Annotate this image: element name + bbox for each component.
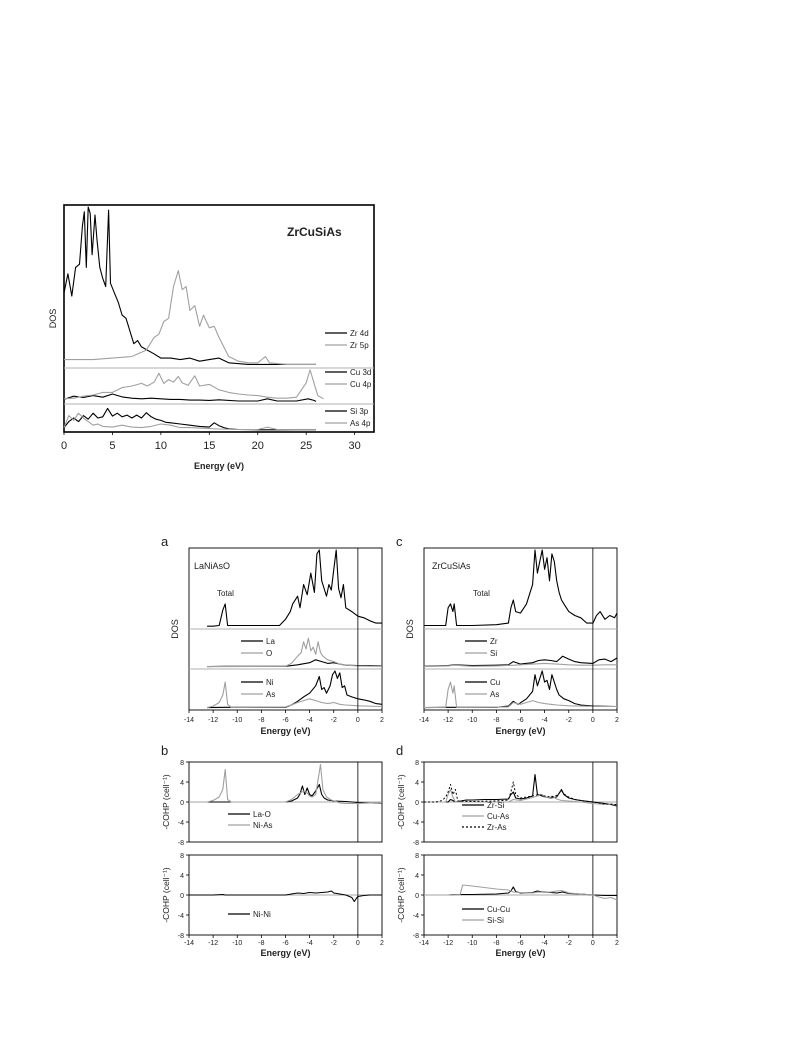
panel-letter-c: c <box>396 534 403 549</box>
y-tick-label-d: 8 <box>415 760 419 767</box>
legend-d-0-1-label: Cu-As <box>487 812 510 821</box>
legend-d-1-0-label: Cu-Cu <box>487 905 511 914</box>
x-axis-label-a: Energy (eV) <box>260 726 311 736</box>
y-tick-label-d: 4 <box>415 873 419 880</box>
legend-d-1-1-label: Si-Si <box>487 916 504 925</box>
legend-b-1-0-label: Ni-Ni <box>253 910 271 919</box>
chart-title-top: ZrCuSiAs <box>287 225 342 239</box>
legend-a-2-0-label: Ni <box>266 678 274 687</box>
x-tick-label-d: 0 <box>590 940 595 947</box>
legend-top-1-0-label: Cu 3d <box>350 368 372 377</box>
x-tick-label-b: -12 <box>208 940 219 947</box>
y-tick-label-d: -8 <box>412 840 419 847</box>
x-tick-label-d: -6 <box>517 940 524 947</box>
dos-curve-top-0-0 <box>64 207 316 364</box>
cohp-curve-d-0-1 <box>424 790 617 806</box>
x-tick-label-b: -10 <box>232 940 243 947</box>
x-tick-label-b: -8 <box>258 940 265 947</box>
x-tick-label-c: -14 <box>418 717 430 724</box>
x-tick-label-top: 30 <box>348 440 361 452</box>
y-tick-label-b: -8 <box>177 840 184 847</box>
x-tick-label-a: -2 <box>330 717 337 724</box>
y-tick-label-b: 4 <box>180 780 184 787</box>
panel-letter-a: a <box>161 534 169 549</box>
dos-curve-a-2-0 <box>207 671 382 708</box>
x-tick-label-a: 2 <box>380 717 384 724</box>
x-tick-label-d: -4 <box>541 940 548 947</box>
x-tick-label-top: 5 <box>109 440 116 452</box>
y-axis-label-a: DOS <box>170 619 180 639</box>
legend-top-1-1-label: Cu 4p <box>350 380 372 389</box>
y-tick-label-b: -4 <box>177 913 184 920</box>
y-tick-label-d: 0 <box>415 800 419 807</box>
legend-d-0-0-label: Zr-Si <box>487 801 505 810</box>
x-tick-label-c: -12 <box>443 717 454 724</box>
y-tick-label-d: -4 <box>412 913 419 920</box>
dos-curve-a-1-1 <box>207 638 382 666</box>
y-axis-label-c: DOS <box>405 619 415 639</box>
legend-top-2-0-label: Si 3p <box>350 407 369 416</box>
panel-letter-d: d <box>396 743 404 758</box>
y-tick-label-d: -4 <box>412 820 419 827</box>
dos-curve-top-2-0 <box>64 408 316 429</box>
x-tick-label-b: -2 <box>330 940 337 947</box>
x-tick-label-d: -10 <box>467 940 478 947</box>
y-tick-label-d: 4 <box>415 780 419 787</box>
x-axis-label-top: Energy (eV) <box>193 461 245 471</box>
y-tick-label-b: 8 <box>180 853 184 860</box>
legend-d-0-2-label: Zr-As <box>487 823 507 832</box>
x-tick-label-top: 15 <box>203 440 216 452</box>
y-axis-label-top: DOS <box>48 308 58 329</box>
chart-title-a: LaNiAsO <box>194 561 231 571</box>
legend-a-1-0-label: La <box>266 637 275 646</box>
x-tick-label-c: -6 <box>517 717 524 724</box>
x-tick-label-a: -4 <box>306 717 313 724</box>
legend-top-0-1-label: Zr 5p <box>350 341 369 350</box>
y-tick-label-d: -8 <box>412 933 419 940</box>
legend-b-0-0-label: La-O <box>253 810 271 819</box>
x-tick-label-b: 0 <box>355 940 360 947</box>
dos-curve-top-1-1 <box>64 370 324 399</box>
legend-a-1-1-label: O <box>266 649 273 658</box>
x-tick-label-a: -6 <box>282 717 289 724</box>
x-tick-label-a: -10 <box>232 717 243 724</box>
x-tick-label-c: -2 <box>565 717 572 724</box>
x-tick-label-c: -4 <box>541 717 548 724</box>
x-axis-label-d: Energy (eV) <box>495 948 546 958</box>
y-tick-label-b: 0 <box>180 893 184 900</box>
y-axis-label-b: -COHP (cell⁻¹) <box>161 867 171 923</box>
x-axis-label-b: Energy (eV) <box>260 948 311 958</box>
x-tick-label-c: -10 <box>467 717 478 724</box>
x-tick-label-b: -14 <box>183 940 195 947</box>
y-tick-label-b: -4 <box>177 820 184 827</box>
legend-c-2-1-label: As <box>490 690 500 699</box>
total-label: Total <box>217 589 234 598</box>
x-axis-label-c: Energy (eV) <box>495 726 546 736</box>
x-tick-label-top: 0 <box>60 440 68 452</box>
chart-title-c: ZrCuSiAs <box>432 561 471 571</box>
x-tick-label-top: 10 <box>154 440 167 452</box>
legend-top-2-1-label: As 4p <box>350 419 371 428</box>
dos-frame-top <box>64 205 374 432</box>
x-tick-label-a: 0 <box>355 717 360 724</box>
x-tick-label-a: -12 <box>208 717 219 724</box>
cohp-curve-b-1-0 <box>189 891 382 902</box>
x-tick-label-a: -8 <box>258 717 265 724</box>
dos-curve-top-0-1 <box>64 271 316 365</box>
y-axis-label-b: -COHP (cell⁻¹) <box>161 774 171 830</box>
legend-b-0-1-label: Ni-As <box>253 821 273 830</box>
y-axis-label-d: -COHP (cell⁻¹) <box>396 774 406 830</box>
x-tick-label-c: 0 <box>590 717 595 724</box>
legend-a-2-1-label: As <box>266 690 276 699</box>
x-tick-label-top: 25 <box>300 440 313 452</box>
y-tick-label-b: -8 <box>177 933 184 940</box>
legend-c-2-0-label: Cu <box>490 678 501 687</box>
y-tick-label-b: 8 <box>180 760 184 767</box>
x-tick-label-d: -8 <box>493 940 500 947</box>
y-tick-label-d: 0 <box>415 893 419 900</box>
y-tick-label-b: 0 <box>180 800 184 807</box>
x-tick-label-c: 2 <box>615 717 619 724</box>
dos-curve-c-2-1 <box>424 682 617 708</box>
legend-c-1-0-label: Zr <box>490 637 498 646</box>
x-tick-label-d: 2 <box>615 940 619 947</box>
x-tick-label-top: 20 <box>251 440 264 452</box>
x-tick-label-c: -8 <box>493 717 500 724</box>
legend-top-0-0-label: Zr 4d <box>350 329 369 338</box>
legend-c-1-1-label: Si <box>490 649 498 658</box>
panel-letter-b: b <box>161 743 169 758</box>
x-tick-label-a: -14 <box>183 717 195 724</box>
x-tick-label-b: -4 <box>306 940 313 947</box>
cohp-curve-b-0-0 <box>189 785 382 804</box>
x-tick-label-b: -6 <box>282 940 289 947</box>
x-tick-label-b: 2 <box>380 940 384 947</box>
x-tick-label-d: -12 <box>443 940 454 947</box>
y-axis-label-d: -COHP (cell⁻¹) <box>396 867 406 923</box>
x-tick-label-d: -2 <box>565 940 572 947</box>
cohp-curve-b-0-1 <box>189 765 382 804</box>
x-tick-label-d: -14 <box>418 940 430 947</box>
y-tick-label-d: 8 <box>415 853 419 860</box>
y-tick-label-b: 4 <box>180 873 184 880</box>
dos-curve-top-2-1 <box>64 413 316 430</box>
total-label: Total <box>473 589 490 598</box>
cohp-curve-d-1-1 <box>424 885 617 900</box>
dos-curve-c-2-0 <box>424 671 617 708</box>
dos-curve-a-2-1 <box>207 682 382 708</box>
